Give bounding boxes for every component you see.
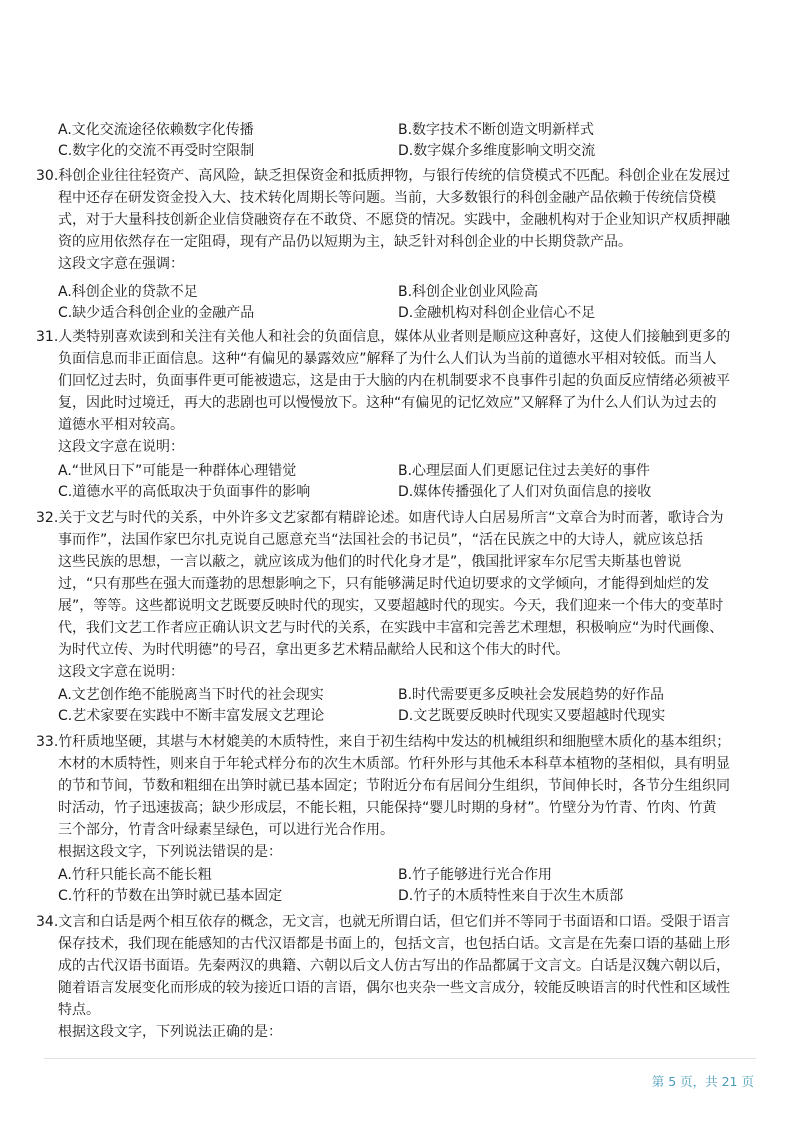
question-34 [36, 911, 760, 1043]
q29-options [58, 120, 758, 162]
q32-line: 为时代立传、为时代明德”的号召，拿出更多艺术精品献给人民和这个伟大的时代。 [58, 642, 570, 658]
q31-line: 负面信息而非正面信息。这种“有偏见的暴露效应”解释了为什么人们认为当前的道德水平相对较低。而当人 [58, 351, 717, 367]
option-b: B.数字技术不断创造文明新样式 [398, 122, 595, 138]
option-c: C.缺少适合科创企业的金融产品 [58, 305, 255, 321]
q32-options [58, 685, 758, 727]
q33-line: 三个部分，竹青含叶绿素呈绿色，可以进行光合作用。 [58, 822, 394, 838]
option-c: C.数字化的交流不再受时空限制 [58, 143, 255, 159]
option-d: D.文艺既要反映时代现实又要超越时代现实 [398, 708, 666, 724]
q33-line: 木材的木质特性，则来自于年轮式样分布的次生木质部。竹秆外形与其他禾本科草本植物的茎相似，具有明显 [58, 756, 730, 772]
q34-line: 成的古代汉语书面语。先秦两汉的典籍、六朝以后文人仿古写出的作品都属于文言文。白话是汉魏六朝以后， [58, 958, 730, 974]
q33-line: 的节和节间，节数和粗细在出笋时就已基本固定；节附近分布有居间分生组织，节间伸长时，各节分生组织同 [58, 778, 730, 794]
q32-stem: 这段文字意在说明： [58, 664, 184, 680]
q30-line: 30.科创企业往往轻资产、高风险，缺乏担保资金和抵质押物，与银行传统的信贷模式不匹配。科创企业在发展过 [36, 168, 731, 184]
option-a: A.科创企业的贷款不足 [58, 284, 198, 300]
option-c: C.艺术家要在实践中不断丰富发展文艺理论 [58, 708, 325, 724]
question-33 [36, 731, 760, 863]
option-d: D.媒体传播强化了人们对负面信息的接收 [398, 484, 652, 500]
option-b: B.心理层面人们更愿记住过去美好的事件 [398, 463, 651, 479]
q32-line: 事而作”，法国作家巴尔扎克说自己愿意充当“法国社会的书记员”，“活在民族之中的大诗人，就应该总括 [58, 532, 704, 548]
option-c: C.道德水平的高低取决于负面事件的影响 [58, 484, 311, 500]
q31-line: 31.人类特别喜欢读到和关注有关他人和社会的负面信息，媒体从业者则是顺应这种喜好，这使人们接触到更多的 [36, 329, 731, 345]
q33-line: 33.竹秆质地坚硬，其堪与木材媲美的木质特性，来自于初生结构中发达的机械组织和细胞壁木质化的基本组织； [36, 734, 731, 750]
option-a: A.“世风日下”可能是一种群体心理错觉 [58, 463, 297, 479]
q34-line: 特点。 [58, 1002, 100, 1018]
q32-line: 32.关于文艺与时代的关系，中外许多文艺家都有精辟论述。如唐代诗人白居易所言“文章合为时而著，歌诗合为 [36, 510, 724, 526]
q32-line: 这些民族的思想，一言以蔽之，就应该成为他们的时代化身才是”，俄国批评家车尔尼雪夫斯基也曾说 [58, 554, 682, 570]
question-31 [36, 326, 760, 458]
q34-line: 34.文言和白话是两个相互依存的概念，无文言，也就无所谓白话，但它们并不等同于书面语和口语。受限于语言 [36, 914, 731, 930]
page-number: 第 5 页，共 21 页 [651, 1074, 754, 1089]
option-b: B.竹子能够进行光合作用 [398, 867, 553, 883]
option-d: D.数字媒介多维度影响文明交流 [398, 143, 596, 159]
option-b: B.科创企业创业风险高 [398, 284, 539, 300]
option-d: D.竹子的木质特性来自于次生木质部 [398, 888, 624, 904]
q31-stem: 这段文字意在说明： [58, 439, 184, 455]
q31-line: 们回忆过去时，负面事件更可能被遗忘，这是由于大脑的内在机制要求不良事件引起的负面反应情绪必须被平 [58, 373, 730, 389]
q32-line: 代，我们文艺工作者应正确认识文艺与时代的关系，在实践中丰富和完善艺术理想，积极响应“为时代画像、 [58, 620, 724, 636]
q30-line: 式，对于大量科技创新企业信贷融资存在不敢贷、不愿贷的情况。实践中，金融机构对于企业知识产权质押融 [58, 212, 730, 228]
q31-line: 复，因此时过境迁，再大的悲剧也可以慢慢放下。这种“有偏见的记忆效应”又解释了为什么人们认为过去的 [58, 395, 717, 411]
q30-options [58, 282, 758, 324]
footer-divider [44, 1058, 756, 1059]
option-a: A.文艺创作绝不能脱离当下时代的社会现实 [58, 687, 324, 703]
option-a: A.文化交流途径依赖数字化传播 [58, 122, 254, 138]
q33-options [58, 865, 758, 907]
q34-stem: 根据这段文字，下列说法正确的是： [58, 1024, 282, 1040]
q33-stem: 根据这段文字，下列说法错误的是： [58, 844, 282, 860]
q32-line: 过，“只有那些在强大而蓬勃的思想影响之下，只有能够满足时代迫切要求的文学倾向，才能得到灿烂的发 [58, 576, 710, 592]
option-b: B.时代需要更多反映社会发展趋势的好作品 [398, 687, 665, 703]
q33-line: 时活动，竹子迅速拔高；缺少形成层，不能长粗，只能保持“婴儿时期的身材”。竹壁分为竹青、竹肉、竹黄 [58, 800, 717, 816]
question-32 [36, 507, 760, 683]
q31-line: 道德水平相对较高。 [58, 417, 184, 433]
q34-line: 保存技术，我们现在能感知的古代汉语都是书面上的，包括文言，也包括白话。文言是在先秦口语的基础上形 [58, 936, 730, 952]
q34-line: 随着语言发展变化而形成的较为接近口语的言语，偶尔也夹杂一些文言成分，较能反映语言的时代性和区域性 [58, 980, 730, 996]
q30-line: 资的应用依然存在一定阻碍，现有产品仍以短期为主，缺乏针对科创企业的中长期贷款产品。 [58, 234, 632, 250]
option-d: D.金融机构对科创企业信心不足 [398, 305, 596, 321]
option-a: A.竹秆只能长高不能长粗 [58, 867, 212, 883]
q31-options [58, 461, 758, 503]
q30-line: 程中还存在研发资金投入大、技术转化周期长等问题。当前，大多数银行的科创金融产品依赖于传统信贷模 [58, 190, 716, 206]
option-c: C.竹秆的节数在出笋时就已基本固定 [58, 888, 283, 904]
question-30 [36, 165, 760, 275]
q30-stem: 这段文字意在强调： [58, 256, 184, 272]
q32-line: 展”，等等。这些都说明文艺既要反映时代的现实，又要超越时代的现实。今天，我们迎来一个伟大的变革时 [58, 598, 724, 614]
